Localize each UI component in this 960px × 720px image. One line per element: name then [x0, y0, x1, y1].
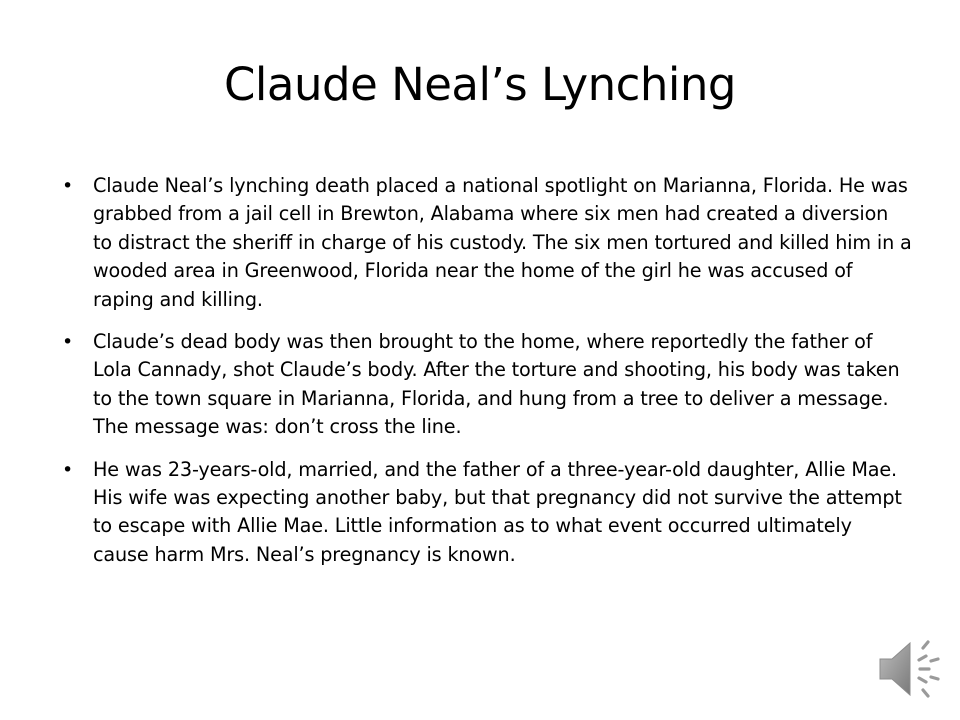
bullet-dot: •	[62, 331, 74, 354]
bullet-dot: •	[62, 175, 74, 197]
bullet-item	[62, 172, 912, 314]
bullet-item	[62, 456, 912, 570]
bullet-dot: •	[62, 458, 74, 481]
bullet-list	[62, 172, 912, 583]
bullet-text: He was 23-years-old, married, and the father of a three-year-old daughter, Allie Mae. His wife was expecting another baby, but that pregnancy did not survive the attempt to escape with Allie Mae. Little information as to what event occurred ultimately cause harm Mrs. Neal’s pregnancy is known.	[93, 457, 902, 566]
bullet-item	[62, 328, 912, 442]
bullet-text: Claude’s dead body was then brought to the home, where reportedly the father of Lola Cannady, shot Claude’s body. After the torture and shooting, his body was taken to the town square in Marianna, Florida, and hung from a tree to deliver a message. The message was: don’t cross the line.	[93, 330, 900, 439]
bullet-text: Claude Neal’s lynching death placed a national spotlight on Marianna, Florida. He was grabbed from a jail cell in Brewton, Alabama where six men had created a diversion to distract the sheriff in charge of his custody. The six men tortured and killed him in a wooded area in Greenwood, Florida near the home of the girl he was accused of raping and killing.	[93, 174, 912, 311]
slide-title: Claude Neal’s Lynching	[224, 58, 736, 111]
speaker-icon[interactable]	[874, 636, 942, 702]
